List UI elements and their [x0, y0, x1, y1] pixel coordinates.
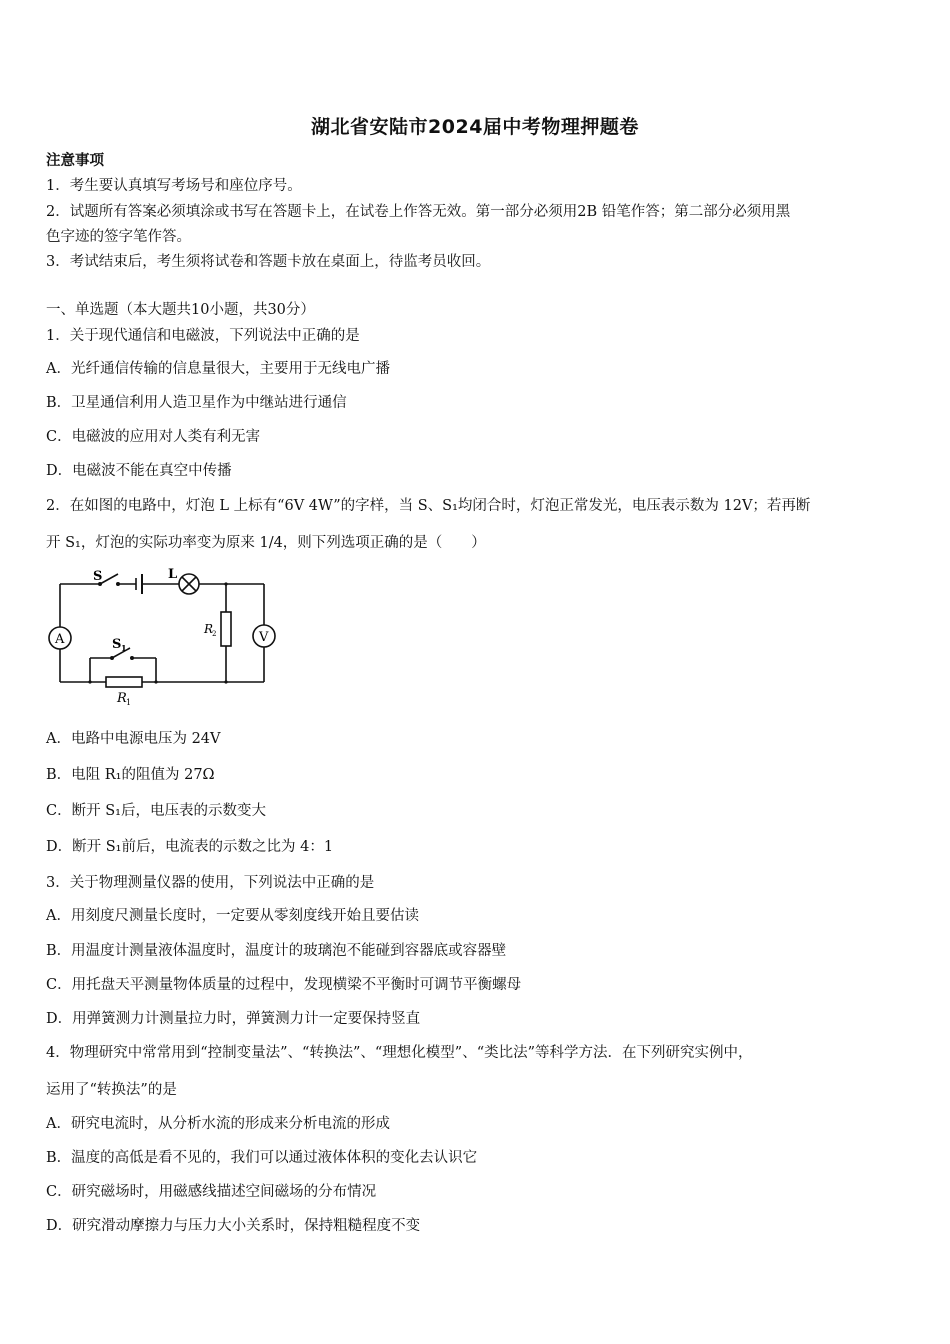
option-b: B．电阻 R₁的阻值为 27Ω: [46, 767, 215, 783]
option-a: A．电路中电源电压为 24V: [46, 731, 221, 747]
option-b: B．用温度计测量液体温度时，温度计的玻璃泡不能碰到容器底或容器壁: [46, 943, 507, 959]
question-stem-continued: 运用了“转换法”的是: [46, 1082, 177, 1098]
notice-heading: 注意事项: [46, 152, 104, 169]
option-d: D．研究滑动摩擦力与压力大小关系时，保持粗糙程度不变: [46, 1218, 421, 1234]
option-b: B．卫星通信利用人造卫星作为中继站进行通信: [46, 395, 347, 411]
question-stem: 3．关于物理测量仪器的使用，下列说法中正确的是: [46, 875, 375, 891]
option-c: C．断开 S₁后，电压表的示数变大: [46, 803, 266, 819]
resistor-r2-label: R: [204, 622, 214, 636]
notice-item: 1．考生要认真填写考场号和座位序号。: [46, 178, 302, 194]
option-d: D．用弹簧测力计测量拉力时，弹簧测力计一定要保持竖直: [46, 1011, 421, 1027]
option-c: C．研究磁场时，用磁感线描述空间磁场的分布情况: [46, 1184, 377, 1200]
option-b: B．温度的高低是看不见的，我们可以通过液体体积的变化去认识它: [46, 1150, 478, 1166]
resistor-r1-subscript: 1: [126, 698, 132, 707]
ammeter-label: A: [55, 632, 65, 647]
resistor-r1-label: R: [117, 691, 127, 706]
notice-item: 色字迹的签字笔作答。: [46, 229, 191, 245]
notice-item: 2．试题所有答案必须填涂或书写在答题卡上，在试卷上作答无效。第一部分必须用2B 铅笔作答；第二部分必须用黑: [46, 204, 791, 220]
notice-item: 3．考试结束后，考生须将试卷和答题卡放在桌面上，待监考员收回。: [46, 254, 491, 270]
option-a: A．研究电流时，从分析水流的形成来分析电流的形成: [46, 1116, 390, 1132]
circuit-diagram: [44, 562, 284, 712]
switch-s-label: S: [93, 569, 103, 584]
option-c: C．用托盘天平测量物体质量的过程中，发现横梁不平衡时可调节平衡螺母: [46, 977, 522, 993]
switch-s1-label: S: [112, 637, 122, 652]
question-stem: 2．在如图的电路中，灯泡 L 上标有“6V 4W”的字样，当 S、S₁均闭合时，灯泡正常发光，电压表示数为 12V；若再断: [46, 498, 811, 514]
voltmeter-label: V: [259, 630, 269, 645]
option-d: D．电磁波不能在真空中传播: [46, 463, 232, 479]
switch-s1-subscript: 1: [121, 643, 127, 653]
option-c: C．电磁波的应用对人类有利无害: [46, 429, 261, 445]
question-stem: 4．物理研究中常常用到“控制变量法”、“转换法”、“理想化模型”、“类比法”等科学方法．在下列研究实例中，: [46, 1045, 753, 1061]
question-stem: 1．关于现代通信和电磁波，下列说法中正确的是: [46, 328, 360, 344]
resistor-r2-subscript: 2: [212, 630, 217, 638]
section-heading: 一、单选题（本大题共10小题，共30分）: [46, 302, 315, 318]
option-a: A．光纤通信传输的信息量很大，主要用于无线电广播: [46, 361, 390, 377]
lamp-l-label: L: [168, 567, 178, 582]
question-stem-continued: 开 S₁，灯泡的实际功率变为原来 1/4，则下列选项正确的是（ ）: [46, 535, 486, 551]
option-d: D．断开 S₁前后，电流表的示数之比为 4：1: [46, 839, 334, 855]
page-title: 湖北省安陆市2024届中考物理押题卷: [311, 116, 639, 138]
option-a: A．用刻度尺测量长度时，一定要从零刻度线开始且要估读: [46, 908, 419, 924]
